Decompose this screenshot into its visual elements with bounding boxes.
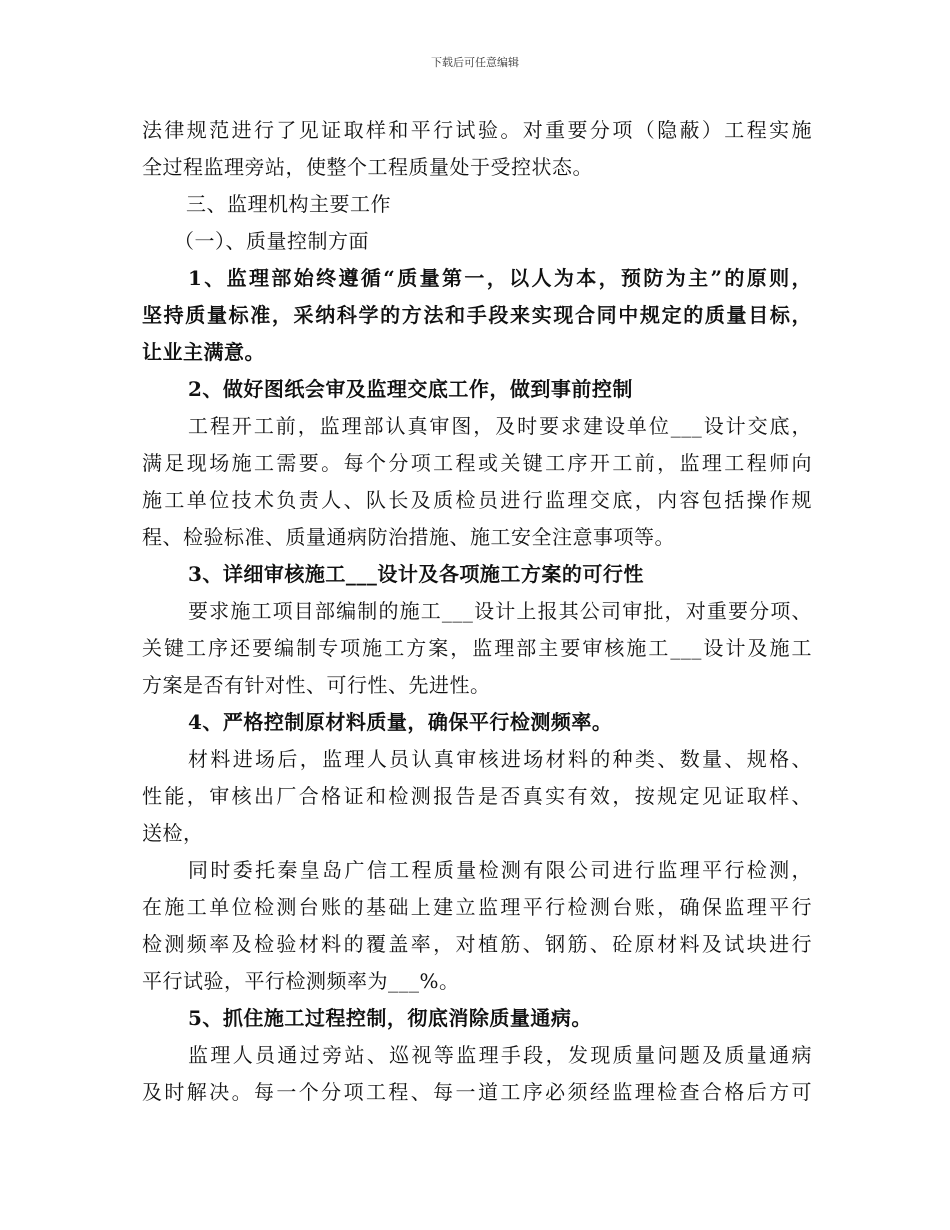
item-heading: 2、做好图纸会审及监理交底工作，做到事前控制 bbox=[188, 377, 633, 401]
paragraph-line: 材料进场后，监理人员认真审核进场材料的种类、数量、规格、 bbox=[188, 747, 812, 771]
document-body bbox=[142, 112, 812, 1111]
paragraph-line: 监理人员通过旁站、巡视等监理手段，发现质量问题及质量通病 bbox=[188, 1043, 812, 1067]
paragraph-line: 方案是否有针对性、可行性、先进性。 bbox=[142, 673, 491, 697]
paragraph-line: 及时解决。每一个分项工程、每一道工序必须经监理检查合格后方可 bbox=[142, 1080, 812, 1104]
bold-paragraph-line: 坚持质量标准，采纳科学的方法和手段来实现合同中规定的质量目标， bbox=[142, 303, 812, 327]
paragraph-line: 满足现场施工需要。每个分项工程或关键工序开工前，监理工程师向 bbox=[142, 451, 812, 475]
subsection-heading: （一）、质量控制方面 bbox=[174, 229, 369, 253]
paragraph-line: 施工单位技术负责人、队长及质检员进行监理交底，内容包括操作规 bbox=[142, 488, 812, 512]
paragraph-line: 工程开工前，监理部认真审图，及时要求建设单位___设计交底， bbox=[188, 414, 812, 438]
paragraph-line: 同时委托秦皇岛广信工程质量检测有限公司进行监理平行检测， bbox=[188, 858, 812, 882]
paragraph-line: 要求施工项目部编制的施工___设计上报其公司审批，对重要分项、 bbox=[188, 599, 812, 623]
paragraph-line: 平行试验，平行检测频率为___%。 bbox=[142, 969, 460, 993]
bold-paragraph-line: 让业主满意。 bbox=[142, 340, 265, 364]
paragraph-line: 全过程监理旁站，使整个工程质量处于受控状态。 bbox=[142, 155, 593, 179]
item-heading: 3、详细审核施工___设计及各项施工方案的可行性 bbox=[188, 562, 644, 586]
section-heading: 三、监理机构主要工作 bbox=[186, 192, 391, 216]
paragraph-line: 关键工序还要编制专项施工方案，监理部主要审核施工___设计及施工 bbox=[142, 636, 812, 660]
page-header: 下载后可任意编辑 bbox=[431, 56, 519, 69]
paragraph-line: 检测频率及检验材料的覆盖率，对植筋、钢筋、砼原材料及试块进行 bbox=[142, 932, 812, 956]
paragraph-line: 法律规范进行了见证取样和平行试验。对重要分项（隐蔽）工程实施 bbox=[142, 118, 812, 142]
item-heading: 5、抓住施工过程控制，彻底消除质量通病。 bbox=[188, 1006, 592, 1030]
paragraph-line: 在施工单位检测台账的基础上建立监理平行检测台账，确保监理平行 bbox=[142, 895, 812, 919]
bold-paragraph-line: 1、监理部始终遵循“质量第一，以人为本，预防为主”的原则， bbox=[188, 266, 812, 290]
paragraph-line: 性能，审核出厂合格证和检测报告是否真实有效，按规定见证取样、 bbox=[142, 784, 812, 808]
paragraph-line: 程、检验标准、质量通病防治措施、施工安全注意事项等。 bbox=[142, 525, 675, 549]
item-heading: 4、严格控制原材料质量，确保平行检测频率。 bbox=[188, 710, 613, 734]
paragraph-line: 送检， bbox=[142, 821, 204, 845]
